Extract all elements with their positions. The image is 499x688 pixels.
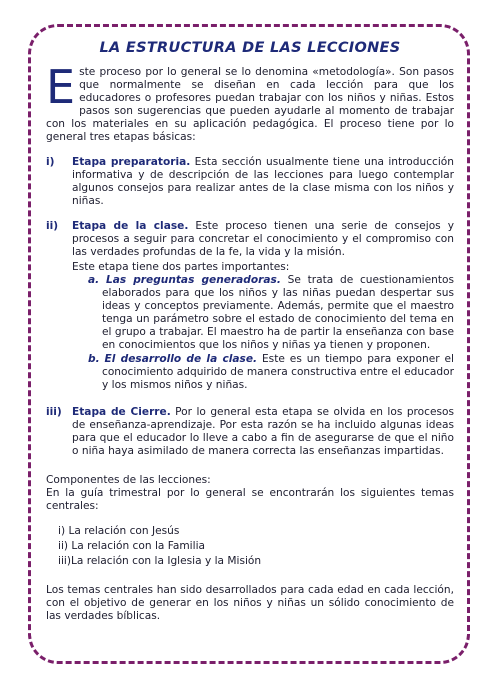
- document-page: [46, 40, 454, 623]
- part-preguntas: [46, 274, 454, 352]
- part-heading: Las preguntas generadoras.: [105, 274, 281, 286]
- list-item: ii) La relación con la Familia: [58, 540, 205, 552]
- stage-cierre: [46, 406, 454, 458]
- topics-list: [46, 525, 454, 568]
- stage-label: i): [46, 156, 55, 168]
- components-intro: En la guía trimestral por lo general se encontrarán los siguientes temas centrales:: [46, 487, 454, 512]
- stage-subintro: Este etapa tiene dos partes importantes:: [72, 261, 290, 273]
- part-label: a.: [88, 274, 100, 286]
- part-desarrollo: [46, 353, 454, 392]
- stage-text: Este proceso tienen una serie de consejos y procesos a seguir para concretar el conocimiento y el compromiso con las verdades profundas de la fe, la vida y la misión.: [72, 220, 454, 258]
- closing-paragraph: Los temas centrales han sido desarrollados para cada edad en cada lección, con el objetivo de generar en los niños y niñas un sólido conocimiento de las verdades bíblicas.: [46, 584, 454, 622]
- stage-label: iii): [46, 406, 62, 418]
- stage-heading: Etapa de la clase.: [72, 220, 189, 232]
- stage-label: ii): [46, 220, 59, 232]
- drop-cap: E: [46, 60, 76, 114]
- stage-text: Por lo general esta etapa se olvida en los procesos de enseñanza-aprendizaje. Por esta razón se ha incluido algunas ideas para que el educador lo lleve a cabo a fin de asegurarse de que el niño o niña haya asimilado de manera correcta las enseñanzas impartidas.: [72, 406, 455, 457]
- stage-text: Esta sección usualmente tiene una introducción informativa y de descripción de las lecciones para luego contemplar algunos consejos para realizar antes de la clase misma con los niños y niñas.: [72, 156, 455, 207]
- stage-clase: [46, 220, 454, 259]
- stage-heading: Etapa preparatoria.: [72, 156, 191, 168]
- components-heading: Componentes de las lecciones:: [46, 474, 211, 486]
- intro-text: ste proceso por lo general se lo denomina «metodología». Son pasos que normalmente se diseñan en cada lección para que los educadores o profesores puedan trabajar con los niños y niñas. Estos pasos son sugerencias que pueden ayudarle al momento de trabajar con los materiales en su aplicación pedagógica. El proceso tiene por lo general tres etapas básicas:: [46, 66, 454, 143]
- part-label: b.: [88, 353, 100, 365]
- stage-heading: Etapa de Cierre.: [72, 406, 171, 418]
- part-text: Este es un tiempo para exponer el conocimiento adquirido de manera constructiva entre el educador y los mismos niños y niñas.: [102, 353, 454, 391]
- intro-paragraph: [46, 60, 454, 144]
- stage-preparatoria: [46, 156, 454, 208]
- list-item: i) La relación con Jesús: [58, 525, 180, 537]
- part-heading: El desarrollo de la clase.: [104, 353, 258, 365]
- page-title: LA ESTRUCTURA DE LAS LECCIONES: [99, 40, 401, 56]
- part-text: Se trata de cuestionamientos elaborados para que los niños y las niñas puedan despertar sus ideas y conceptos previamente. Además, permite que el maestro tenga un parámetro sobre el estado de conocimiento del tema en el grupo a trabajar. El maestro ha de partir la enseñanza con base en conocimientos que los niños y niñas ya tienen y proponen.: [102, 274, 454, 351]
- list-item: iii)La relación con la Iglesia y la Misión: [58, 555, 262, 567]
